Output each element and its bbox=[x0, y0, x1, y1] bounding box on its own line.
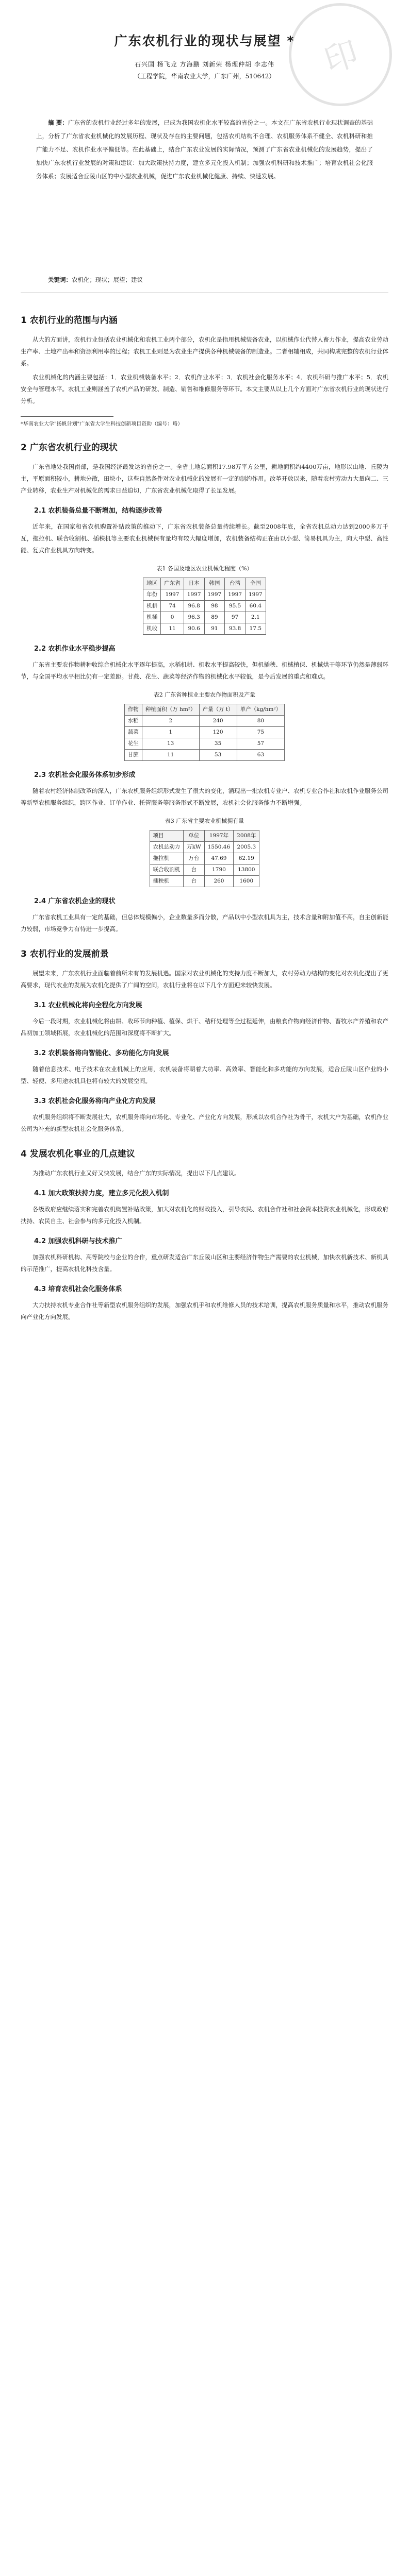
table-crop-area bbox=[124, 704, 285, 761]
table-cell: 57 bbox=[237, 738, 285, 750]
subsection-heading: 2.3 农机社会化服务体系初步形成 bbox=[34, 771, 136, 779]
table-cell: 47.69 bbox=[204, 853, 233, 865]
table-header: 广东省 bbox=[161, 578, 184, 589]
table-cell: 74 bbox=[161, 601, 184, 612]
table-cell: 91 bbox=[204, 623, 225, 635]
table-cell: 台 bbox=[184, 876, 205, 887]
table-row bbox=[150, 842, 259, 853]
table-caption: 表1 各国及地区农业机械化程度（%） bbox=[156, 565, 253, 572]
table-cell: 1997 bbox=[161, 589, 184, 601]
paper-title: 广东农机行业的现状与展望 * bbox=[114, 33, 295, 48]
paragraph: 各级政府应继续落实和完善农机购置补贴政策，加大对农机化的财政投入，引导农民、农机合作社和社会资本投资农业机械化，形成政府扶持、农民自主、社会参与的多元化投入机制。 bbox=[21, 1206, 388, 1225]
table-cell: 机耕 bbox=[143, 601, 161, 612]
table-cell: 240 bbox=[199, 716, 237, 727]
paragraph: 大力扶持农机专业合作社等新型农机服务组织的发展，加强农机手和农机维修人员的技术培训，提高农机服务质量和水平，推动农机服务向产业化方向发展。 bbox=[21, 1301, 388, 1320]
table-cell: 机收 bbox=[143, 623, 161, 635]
author-list: 石兴国 杨飞龙 方海鹏 刘新荣 杨理仲胡 李志伟 bbox=[134, 61, 275, 68]
subsection-heading: 3.1 农业机械化将向全程化方向发展 bbox=[34, 1002, 142, 1009]
table-row bbox=[124, 727, 284, 738]
table-cell: 台 bbox=[184, 865, 205, 876]
table-cell: 97 bbox=[225, 612, 246, 623]
table-machinery-stock bbox=[150, 830, 260, 887]
paragraph: 广东省农机工业具有一定的基础，但总体规模偏小，企业数量多而分散，产品以中小型农机具为主，技术含量和附加值不高，自主创新能力较弱，市场竞争力有待进一步提高。 bbox=[21, 913, 388, 933]
table-cell: 蔬菜 bbox=[124, 727, 142, 738]
table-header: 作物 bbox=[124, 704, 142, 716]
section-heading: 4 发展农机化事业的几点建议 bbox=[21, 1149, 135, 1159]
table-cell: 80 bbox=[237, 716, 285, 727]
table-header-row bbox=[143, 578, 266, 589]
table-row bbox=[150, 876, 259, 887]
table-cell: 万kW bbox=[184, 842, 205, 853]
table-header: 全国 bbox=[245, 578, 266, 589]
paragraph: 广东省主要农作物耕种收综合机械化水平逐年提高，水稻机耕、机收水平提高较快，但机插秧、机械植保、机械烘干等环节仍然是薄弱环节，与全国平均水平相比仍有一定差距。甘蔗、花生、蔬菜等经济作物的机械化水平较低，是今后发展的重点和难点。 bbox=[21, 661, 388, 680]
table-cell: 35 bbox=[199, 738, 237, 750]
table-cell: 53 bbox=[199, 750, 237, 761]
table-header: 日本 bbox=[184, 578, 204, 589]
table-row bbox=[150, 853, 259, 865]
table-cell: 2005.3 bbox=[234, 842, 259, 853]
table-row bbox=[150, 865, 259, 876]
table-row bbox=[124, 750, 284, 761]
table-row bbox=[143, 601, 266, 612]
table-cell: 1 bbox=[142, 727, 199, 738]
subsection-heading: 4.2 加强农机科研与技术推广 bbox=[34, 1238, 122, 1245]
table-cell: 62.19 bbox=[234, 853, 259, 865]
table-cell: 93.8 bbox=[225, 623, 246, 635]
table-cell: 1997 bbox=[184, 589, 204, 601]
table-cell: 96.3 bbox=[184, 612, 204, 623]
paragraph: 随着信息技术、电子技术在农业机械上的应用，农机装备将朝着大功率、高效率、智能化和多功能的方向发展，适合丘陵山区作业的小型、轻便、多用途农机具也将有较大的发展空间。 bbox=[21, 1065, 388, 1084]
abstract bbox=[36, 116, 373, 183]
table-cell: 1790 bbox=[204, 865, 233, 876]
subsection-heading: 2.4 广东省农机企业的现状 bbox=[34, 897, 116, 905]
table-row bbox=[124, 738, 284, 750]
paragraph: 展望未来，广东农机行业面临着前所未有的发展机遇。国家对农业机械化的支持力度不断加大，农村劳动力结构的变化对农机化提出了更高要求，现代农业的发展为农机化提供了广阔的空间，农机行业将在以下几个方面迎来较快发展。 bbox=[21, 970, 388, 989]
table-header: 产量（万 t） bbox=[199, 704, 237, 716]
section-heading: 2 广东省农机行业的现状 bbox=[21, 443, 118, 453]
abstract-label: 摘 要： bbox=[48, 119, 68, 126]
table-cell: 水稻 bbox=[124, 716, 142, 727]
table-cell: 农机总动力 bbox=[150, 842, 184, 853]
table-header-row bbox=[150, 831, 259, 842]
table-cell: 95.5 bbox=[225, 601, 246, 612]
table-cell: 120 bbox=[199, 727, 237, 738]
paper-header bbox=[31, 31, 378, 80]
table-header: 台湾 bbox=[225, 578, 246, 589]
table-row bbox=[124, 716, 284, 727]
table-cell: 联合收割机 bbox=[150, 865, 184, 876]
table-header: 1997年 bbox=[204, 831, 233, 842]
table-header: 韩国 bbox=[204, 578, 225, 589]
paragraph: 随着农村经济体制改革的深入，广东农机服务组织形式发生了很大的变化，涌现出一批农机专业户、农机专业合作社和农机作业服务公司等新型农机服务组织，跨区作业、订单作业、托管服务等服务形式不断发展，农机社会化服务能力不断增强。 bbox=[21, 787, 388, 806]
subsection-heading: 4.1 加大政策扶持力度，建立多元化投入机制 bbox=[34, 1190, 169, 1197]
table-cell: 1997 bbox=[225, 589, 246, 601]
abstract-text: 广东省的农机行业经过多年的发展，已成为我国农机化水平较高的省份之一。本文在广东省农机行业现状调查的基础上，分析了广东省农业机械化的发展历程、现状及存在的主要问题，包括农机结构不合理、农机服务体系不健全、农机科研和推广能力不足、农机作业水平偏低等。在此基础上，结合广东农业发展的实际情况，预测了广东省农业机械化的发展趋势，提出了加快广东农机行业发展的对策和建议：加大政策扶持力度，建立多元化投入机制；加强农机科研和技术推广；培育农机社会化服务体系；发展适合丘陵山区的中小型农业机械，促进广东农业机械化健康、持续、快速发展。 bbox=[36, 119, 373, 180]
table-header: 单位 bbox=[184, 831, 205, 842]
table-cell: 0 bbox=[161, 612, 184, 623]
table-caption: 表3 广东省主要农业机械拥有量 bbox=[165, 818, 244, 824]
paragraph: 近年来，在国家和省农机购置补贴政策的推动下，广东省农机装备总量持续增长。截至2008年底，全省农机总动力达到2000多万千瓦，拖拉机、联合收割机、插秧机等主要农业机械保有量均有较大幅度增加，农机装备结构正在由以小型、简易机具为主，向大中型、高性能、复式作业机具方向转变。 bbox=[21, 523, 388, 554]
table-cell: 1997 bbox=[245, 589, 266, 601]
table-cell: 1600 bbox=[234, 876, 259, 887]
table-cell: 90.6 bbox=[184, 623, 204, 635]
subsection-heading: 2.2 农机作业水平稳步提高 bbox=[34, 645, 116, 653]
table-header: 2008年 bbox=[234, 831, 259, 842]
section-heading: 1 农机行业的范围与内涵 bbox=[21, 315, 118, 326]
paragraph: 从大的方面讲，农机行业包括农业机械化和农机工业两个部分，农机化是指用机械装备农业，以机械作业代替人畜力作业，提高农业劳动生产率、土地产出率和资源利用率的过程；农机工业则是为农业生产提供各种机械装备的制造业。二者相辅相成，共同构成完整的农机行业体系。 bbox=[21, 336, 388, 367]
section-heading: 3 农机行业的发展前景 bbox=[21, 949, 109, 959]
subsection-heading: 2.1 农机装备总量不断增加，结构逐步改善 bbox=[34, 507, 162, 515]
table-cell: 96.8 bbox=[184, 601, 204, 612]
table-row bbox=[143, 589, 266, 601]
table-cell: 万台 bbox=[184, 853, 205, 865]
table-cell: 11 bbox=[142, 750, 199, 761]
table-cell: 1550.46 bbox=[204, 842, 233, 853]
table-cell: 花生 bbox=[124, 738, 142, 750]
table-header: 单产（kg/hm²） bbox=[237, 704, 285, 716]
keywords-text: 农机化；现状；展望；建议 bbox=[72, 276, 143, 283]
table-cell: 2.1 bbox=[245, 612, 266, 623]
table-cell: 13 bbox=[142, 738, 199, 750]
table-cell: 插秧机 bbox=[150, 876, 184, 887]
paragraph: 加强农机科研机构、高等院校与企业的合作，重点研发适合广东丘陵山区和主要经济作物生产需要的农业机械，加快农机新技术、新机具的示范推广，提高农机化科技含量。 bbox=[21, 1253, 388, 1273]
keywords bbox=[36, 273, 373, 286]
table-cell: 2 bbox=[142, 716, 199, 727]
table-cell: 13800 bbox=[234, 865, 259, 876]
subsection-heading: 3.2 农机装备将向智能化、多功能化方向发展 bbox=[34, 1049, 169, 1057]
table-cell: 89 bbox=[204, 612, 225, 623]
paragraph: 农机服务组织将不断发展壮大，农机服务将向市场化、专业化、产业化方向发展，形成以农机合作社为骨干，农机大户为基础，农机作业公司为补充的新型农机社会化服务体系。 bbox=[21, 1113, 388, 1132]
paper-body bbox=[21, 301, 388, 1325]
table-cell: 甘蔗 bbox=[124, 750, 142, 761]
subsection-heading: 4.3 培育农机社会化服务体系 bbox=[34, 1285, 122, 1293]
keywords-label: 关键词： bbox=[48, 276, 72, 283]
table-cell: 1997 bbox=[204, 589, 225, 601]
footnote-rule bbox=[21, 416, 113, 417]
table-cell: 机插 bbox=[143, 612, 161, 623]
table-cell: 17.5 bbox=[245, 623, 266, 635]
table-header-row bbox=[124, 704, 284, 716]
table-header: 项目 bbox=[150, 831, 184, 842]
table-header: 种植面积（万 hm²） bbox=[142, 704, 199, 716]
table-row bbox=[143, 623, 266, 635]
paragraph: 为推动广东农机行业又好又快发展，结合广东的实际情况，提出以下几点建议。 bbox=[32, 1170, 240, 1177]
table-cell: 75 bbox=[237, 727, 285, 738]
paragraph: 农业机械化的内涵主要包括：1．农业机械装备水平；2．农机作业水平；3．农机社会化服务水平；4．农机科研与推广水平；5．农机安全与管理水平。农机工业则涵盖了农机产品的研发、制造、销售和维修服务等环节。本文主要从以上几个方面对广东省农机行业的现状进行分析。 bbox=[21, 374, 388, 404]
paragraph: 今后一段时期，农业机械化将由耕、收环节向种植、植保、烘干、秸秆处理等全过程延伸，由粮食作物向经济作物、畜牧水产养殖和农产品初加工领域拓展，农业机械化的范围和深度将不断扩大。 bbox=[21, 1018, 388, 1037]
watermark-stamp: 印 bbox=[275, 0, 405, 120]
subsection-heading: 3.3 农机社会化服务将向产业化方向发展 bbox=[34, 1097, 156, 1105]
table-cell: 年份 bbox=[143, 589, 161, 601]
table-cell: 拖拉机 bbox=[150, 853, 184, 865]
table-row bbox=[143, 612, 266, 623]
paragraph: 广东省地处我国南部，是我国经济最发达的省份之一。全省土地总面积17.98万平方公里，耕地面积约4400万亩，地形以山地、丘陵为主，平原面积较小，耕地分散，田块小，这些自然条件对农业机械化的发展有一定的制约作用。改革开放以来，随着农村劳动力大量向二、三产业转移，农业生产对机械化的需求日益迫切，广东省农业机械化取得了长足发展。 bbox=[21, 463, 388, 494]
footnote: *华南农业大学"扬帆计划"广东省大学生科技创新项目资助（编号：略） bbox=[21, 421, 183, 427]
table-cell: 60.4 bbox=[245, 601, 266, 612]
table-mechanization-levels bbox=[143, 578, 266, 635]
affiliation: （工程学院，华南农业大学，广东广州，510642） bbox=[134, 73, 275, 80]
table-cell: 260 bbox=[204, 876, 233, 887]
table-cell: 63 bbox=[237, 750, 285, 761]
table-cell: 11 bbox=[161, 623, 184, 635]
table-caption: 表2 广东省种植业主要农作物面积及产量 bbox=[153, 691, 256, 698]
table-cell: 98 bbox=[204, 601, 225, 612]
table-header: 地区 bbox=[143, 578, 161, 589]
